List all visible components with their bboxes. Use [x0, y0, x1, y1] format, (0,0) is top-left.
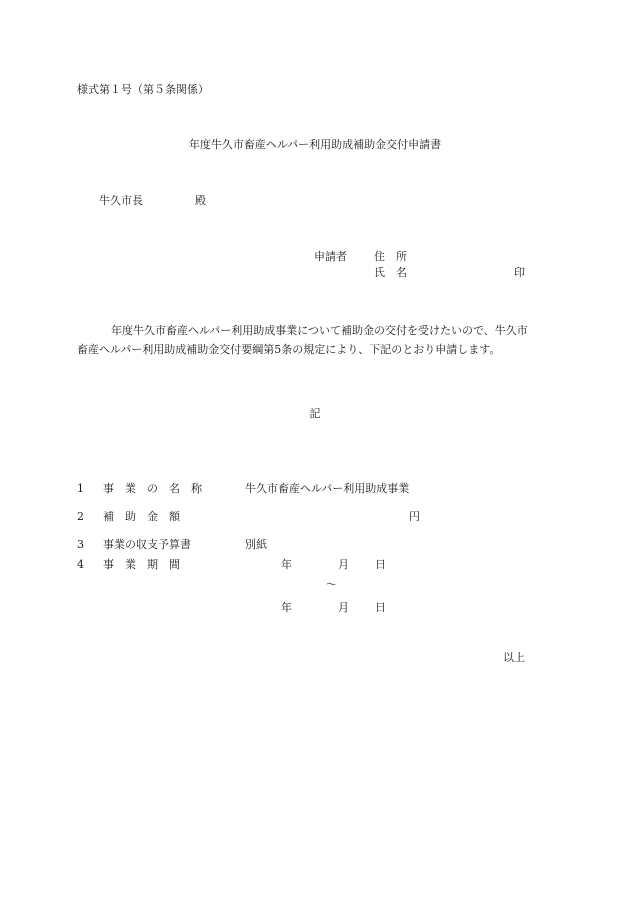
period-end-month: 月 — [338, 601, 349, 614]
period-start-month: 月 — [338, 558, 349, 571]
name-label: 氏 名 — [374, 266, 407, 279]
item-label-project-name: 事 業 の 名 称 — [103, 482, 202, 495]
item-number: 4 — [77, 558, 84, 571]
address-label: 住 所 — [374, 250, 407, 263]
item-label-project-period: 事 業 期 間 — [103, 558, 180, 571]
item-label-subsidy-amount: 補 助 金 額 — [103, 510, 180, 523]
item-label-budget: 事業の収支予算書 — [103, 538, 191, 551]
document-title: 年度牛久市畜産ヘルパー利用助成補助金交付申請書 — [188, 138, 442, 151]
item-value-project-name: 牛久市畜産ヘルパー利用助成事業 — [245, 482, 410, 495]
item-number: 2 — [77, 510, 84, 523]
period-start-day: 日 — [375, 558, 386, 571]
period-start-year: 年 — [281, 558, 292, 571]
yen-unit: 円 — [409, 510, 420, 523]
item-value-budget: 別紙 — [245, 538, 267, 551]
form-number: 様式第１号（第５条関係） — [77, 83, 209, 96]
addressee-name: 牛久市長 — [99, 194, 143, 207]
item-number: 1 — [77, 482, 84, 495]
applicant-label: 申請者 — [314, 250, 347, 263]
period-end-day: 日 — [375, 601, 386, 614]
period-end-year: 年 — [281, 601, 292, 614]
item-number: 3 — [77, 538, 84, 551]
application-statement: 年度牛久市畜産ヘルパー利用助成事業について補助金の交付を受けたいので、牛久市畜産ヘルパー利用助成補助金交付要綱第5条の規定により、下記のとおり申請します。 — [77, 324, 528, 356]
closing-mark: 以上 — [503, 651, 525, 664]
period-separator: ～ — [326, 578, 337, 591]
ki-heading: 記 — [309, 407, 321, 420]
seal-mark: 印 — [514, 266, 525, 279]
addressee-honorific: 殿 — [195, 194, 206, 207]
